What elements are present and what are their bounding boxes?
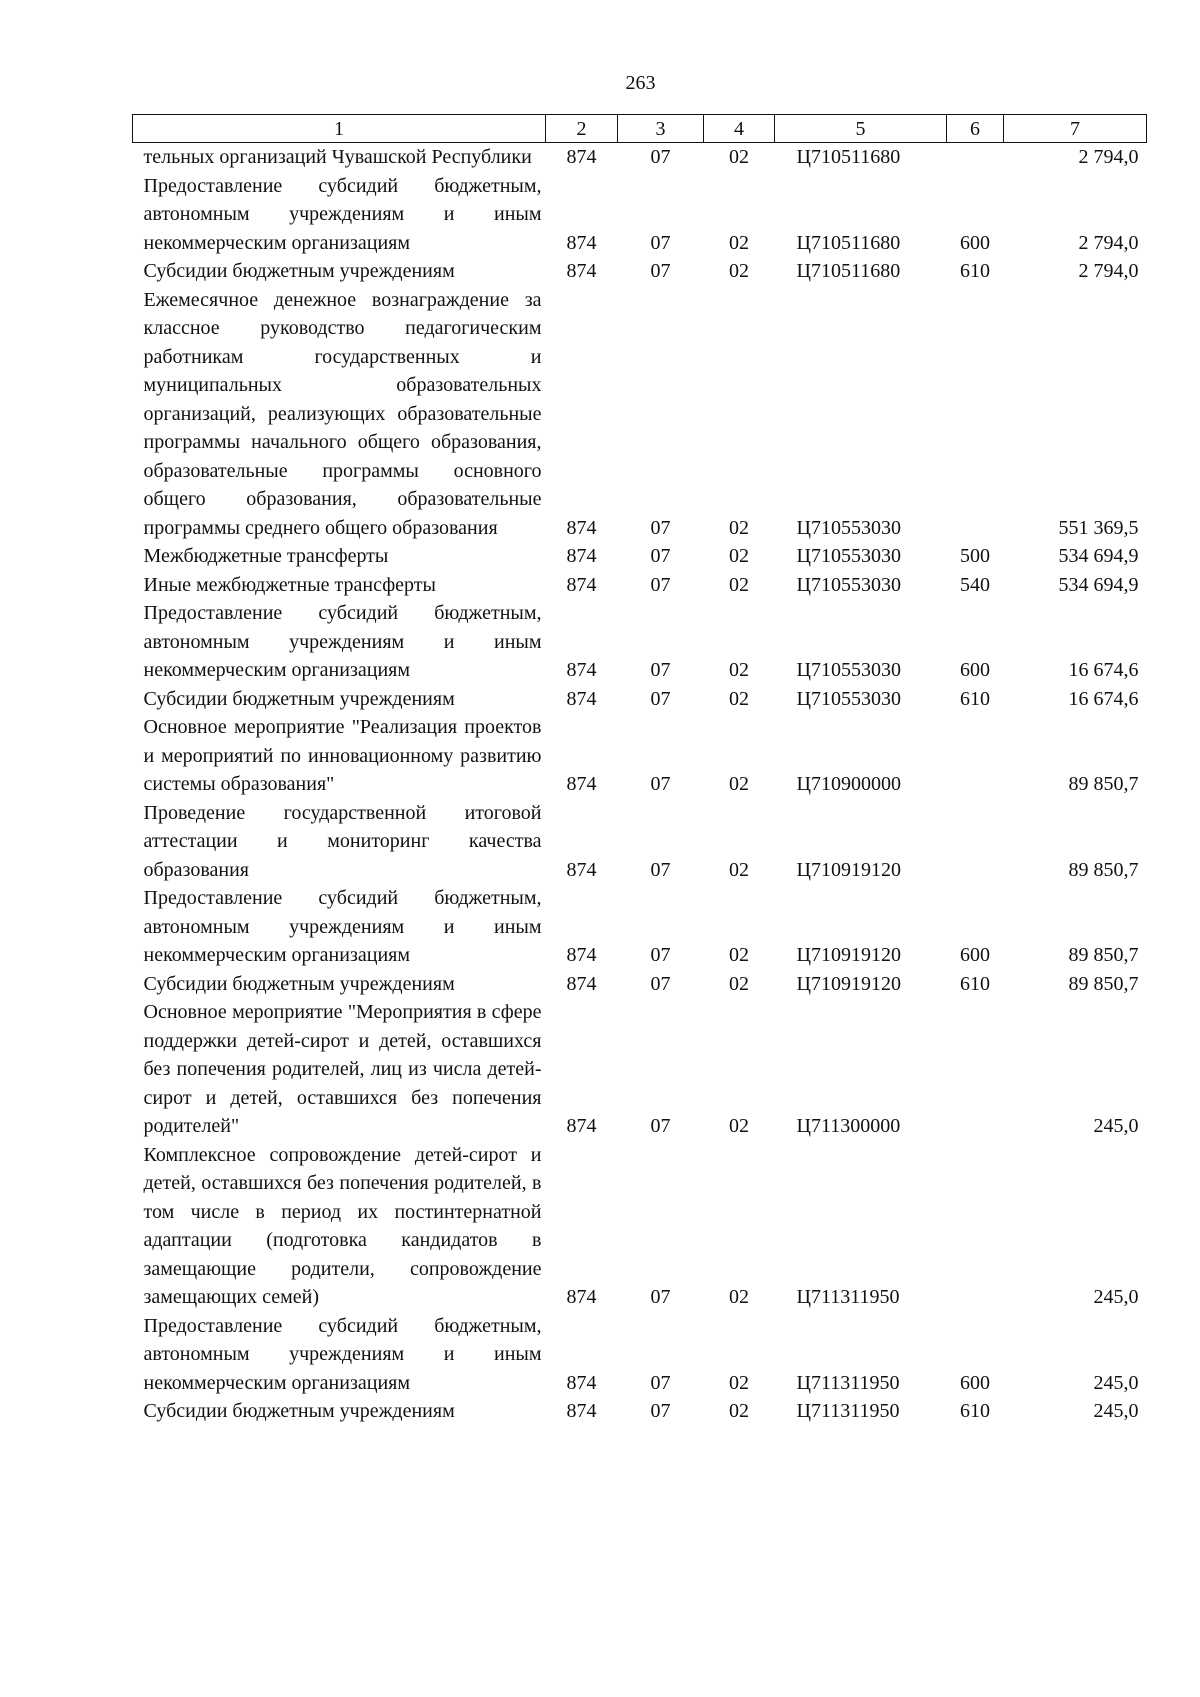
row-amount: 534 694,9 — [1058, 545, 1139, 567]
row-section-code: 07 — [650, 545, 671, 567]
row-amount: 89 850,7 — [1068, 972, 1139, 995]
header-col-1: 1 — [133, 115, 546, 143]
row-name: Иные межбюджетные трансферты — [143, 573, 436, 596]
table-row — [133, 884, 1147, 970]
row-target-code: Ц711300000 — [796, 1115, 901, 1137]
row-target-code: Ц710553030 — [796, 659, 901, 681]
row-subsection-code: 02 — [729, 260, 749, 282]
row-expense-type: 600 — [960, 944, 990, 966]
header-row — [133, 115, 1147, 143]
table-row — [133, 571, 1147, 600]
row-subsection-code: 02 — [729, 659, 749, 681]
row-ministry-code: 874 — [566, 1115, 597, 1137]
row-subsection-code: 02 — [729, 516, 749, 539]
header-col-5: 5 — [775, 115, 947, 143]
row-ministry-code: 874 — [566, 1371, 597, 1394]
row-target-code: Ц710553030 — [796, 573, 901, 596]
row-amount: 2 794,0 — [1078, 260, 1139, 282]
row-ministry-code: 874 — [566, 516, 597, 539]
row-target-code: Ц711311950 — [796, 1371, 900, 1394]
row-name: Субсидии бюджетным учреждениям — [143, 1400, 455, 1422]
table-row — [133, 286, 1147, 543]
row-ministry-code: 874 — [566, 1286, 597, 1308]
row-target-code: Ц711311950 — [796, 1286, 900, 1308]
row-target-code: Ц710919120 — [796, 944, 901, 966]
row-expense-type: 610 — [960, 1400, 990, 1422]
row-name: Субсидии бюджетным учреждениям — [143, 687, 455, 710]
row-amount: 89 850,7 — [1068, 944, 1139, 966]
row-ministry-code: 874 — [566, 146, 597, 168]
table-row — [133, 1312, 1147, 1398]
row-expense-type — [947, 286, 1004, 543]
row-section-code: 07 — [650, 1371, 671, 1394]
row-section-code: 07 — [650, 573, 671, 596]
header-col-3: 3 — [618, 115, 704, 143]
header-col-4: 4 — [704, 115, 775, 143]
row-target-code: Ц710900000 — [796, 773, 901, 795]
row-expense-type: 540 — [960, 573, 990, 596]
row-expense-type: 600 — [960, 231, 990, 254]
row-expense-type — [947, 713, 1004, 799]
row-ministry-code: 874 — [566, 773, 597, 795]
row-name: Предоставление субсидий бюджетным, автономным учреждениям и иным некоммерческим организациям — [143, 174, 542, 254]
row-name: Проведение государственной итоговой аттестации и мониторинг качества образования — [143, 801, 542, 881]
row-subsection-code: 02 — [729, 687, 749, 710]
row-subsection-code: 02 — [729, 1115, 749, 1137]
row-subsection-code: 02 — [729, 972, 749, 995]
row-expense-type: 610 — [960, 260, 990, 282]
row-target-code: Ц710919120 — [796, 972, 901, 995]
row-name: Ежемесячное денежное вознаграждение за классное руководство педагогическим работникам государственных и муниципальных образовательных организаций, реализующих образовательные программы начального общего образования, образовательные программы основного общего образования, образовательные программы среднего общего образования — [143, 288, 542, 539]
row-section-code: 07 — [650, 231, 671, 254]
row-target-code: Ц710553030 — [796, 516, 901, 539]
row-section-code: 07 — [650, 944, 671, 966]
row-target-code: Ц710511680 — [796, 146, 901, 168]
row-subsection-code: 02 — [729, 573, 749, 596]
row-section-code: 07 — [650, 773, 671, 795]
row-name: Межбюджетные трансферты — [143, 545, 389, 567]
row-amount: 89 850,7 — [1068, 858, 1139, 881]
page-number: 263 — [625, 72, 656, 94]
row-section-code: 07 — [650, 858, 671, 881]
row-section-code: 07 — [650, 1286, 671, 1308]
table-row — [133, 257, 1147, 286]
row-amount: 245,0 — [1093, 1286, 1139, 1308]
table-row — [133, 599, 1147, 685]
row-expense-type: 610 — [960, 687, 990, 710]
row-section-code: 07 — [650, 516, 671, 539]
row-subsection-code: 02 — [729, 858, 749, 881]
row-subsection-code: 02 — [729, 146, 749, 168]
row-section-code: 07 — [650, 146, 671, 168]
row-name: тельных организаций Чувашской Республики — [143, 146, 532, 168]
row-expense-type — [947, 1141, 1004, 1312]
table-row — [133, 172, 1147, 258]
table-row — [133, 1141, 1147, 1312]
table-header — [133, 115, 1147, 143]
row-ministry-code: 874 — [566, 858, 597, 881]
row-section-code: 07 — [650, 659, 671, 681]
row-name: Субсидии бюджетным учреждениям — [143, 972, 455, 995]
row-subsection-code: 02 — [729, 545, 749, 567]
row-amount: 245,0 — [1093, 1115, 1139, 1137]
row-name: Комплексное сопровождение детей-сирот и детей, оставшихся без попечения родителей, в том числе в период их постинтернатной адаптации (подготовка кандидатов в замещающие родители, сопровождение замещающих семей) — [143, 1143, 542, 1308]
row-subsection-code: 02 — [729, 231, 749, 254]
row-amount: 245,0 — [1093, 1371, 1139, 1394]
row-expense-type: 610 — [960, 972, 990, 995]
row-amount: 551 369,5 — [1058, 516, 1139, 539]
row-name: Предоставление субсидий бюджетным, автономным учреждениям и иным некоммерческим организациям — [143, 1314, 542, 1394]
table-row — [133, 970, 1147, 999]
row-target-code: Ц710553030 — [796, 687, 901, 710]
row-target-code: Ц711311950 — [796, 1400, 900, 1422]
row-ministry-code: 874 — [566, 972, 597, 995]
row-expense-type — [947, 998, 1004, 1141]
row-name: Субсидии бюджетным учреждениям — [143, 260, 455, 282]
row-ministry-code: 874 — [566, 659, 597, 681]
row-name: Предоставление субсидий бюджетным, автономным учреждениям и иным некоммерческим организациям — [143, 887, 542, 966]
row-ministry-code: 874 — [566, 573, 597, 596]
table-row — [133, 542, 1147, 571]
row-target-code: Ц710553030 — [796, 545, 901, 567]
row-section-code: 07 — [650, 260, 671, 282]
row-expense-type — [947, 799, 1004, 885]
row-expense-type — [947, 143, 1004, 172]
row-amount: 16 674,6 — [1068, 659, 1139, 681]
row-ministry-code: 874 — [566, 231, 597, 254]
header-col-6: 6 — [947, 115, 1004, 143]
row-amount: 16 674,6 — [1068, 687, 1139, 710]
row-name: Предоставление субсидий бюджетным, автономным учреждениям и иным некоммерческим организациям — [143, 602, 542, 681]
row-name: Основное мероприятие "Реализация проектов и мероприятий по инновационному развитию системы образования" — [143, 716, 542, 795]
header-col-7: 7 — [1004, 115, 1147, 143]
budget-table — [132, 114, 1147, 1426]
row-target-code: Ц710919120 — [796, 858, 901, 881]
row-target-code: Ц710511680 — [796, 231, 901, 254]
row-amount: 89 850,7 — [1068, 773, 1139, 795]
table-row — [133, 685, 1147, 714]
table-row — [133, 713, 1147, 799]
row-section-code: 07 — [650, 1400, 671, 1422]
row-subsection-code: 02 — [729, 1400, 749, 1422]
row-amount: 534 694,9 — [1058, 573, 1139, 596]
table-row — [133, 799, 1147, 885]
row-ministry-code: 874 — [566, 944, 597, 966]
row-subsection-code: 02 — [729, 1286, 749, 1308]
row-subsection-code: 02 — [729, 773, 749, 795]
row-amount: 2 794,0 — [1078, 231, 1139, 254]
row-subsection-code: 02 — [729, 1371, 749, 1394]
header-col-2: 2 — [546, 115, 618, 143]
row-ministry-code: 874 — [566, 687, 597, 710]
row-ministry-code: 874 — [566, 545, 597, 567]
row-subsection-code: 02 — [729, 944, 749, 966]
row-section-code: 07 — [650, 972, 671, 995]
row-section-code: 07 — [650, 687, 671, 710]
table-body — [133, 143, 1147, 1426]
row-name: Основное мероприятие "Мероприятия в сфере поддержки детей-сирот и детей, оставшихся без попечения родителей, лиц из числа детей-сирот и детей, оставшихся без попечения родителей" — [143, 1001, 542, 1137]
row-expense-type: 500 — [960, 545, 990, 567]
row-ministry-code: 874 — [566, 1400, 597, 1422]
row-target-code: Ц710511680 — [796, 260, 901, 282]
row-section-code: 07 — [650, 1115, 671, 1137]
row-amount: 2 794,0 — [1078, 146, 1139, 168]
row-amount: 245,0 — [1093, 1400, 1139, 1422]
table-row — [133, 143, 1147, 172]
row-ministry-code: 874 — [566, 260, 597, 282]
row-expense-type: 600 — [960, 1371, 990, 1394]
table-row — [133, 998, 1147, 1141]
row-expense-type: 600 — [960, 659, 990, 681]
table-row — [133, 1397, 1147, 1426]
